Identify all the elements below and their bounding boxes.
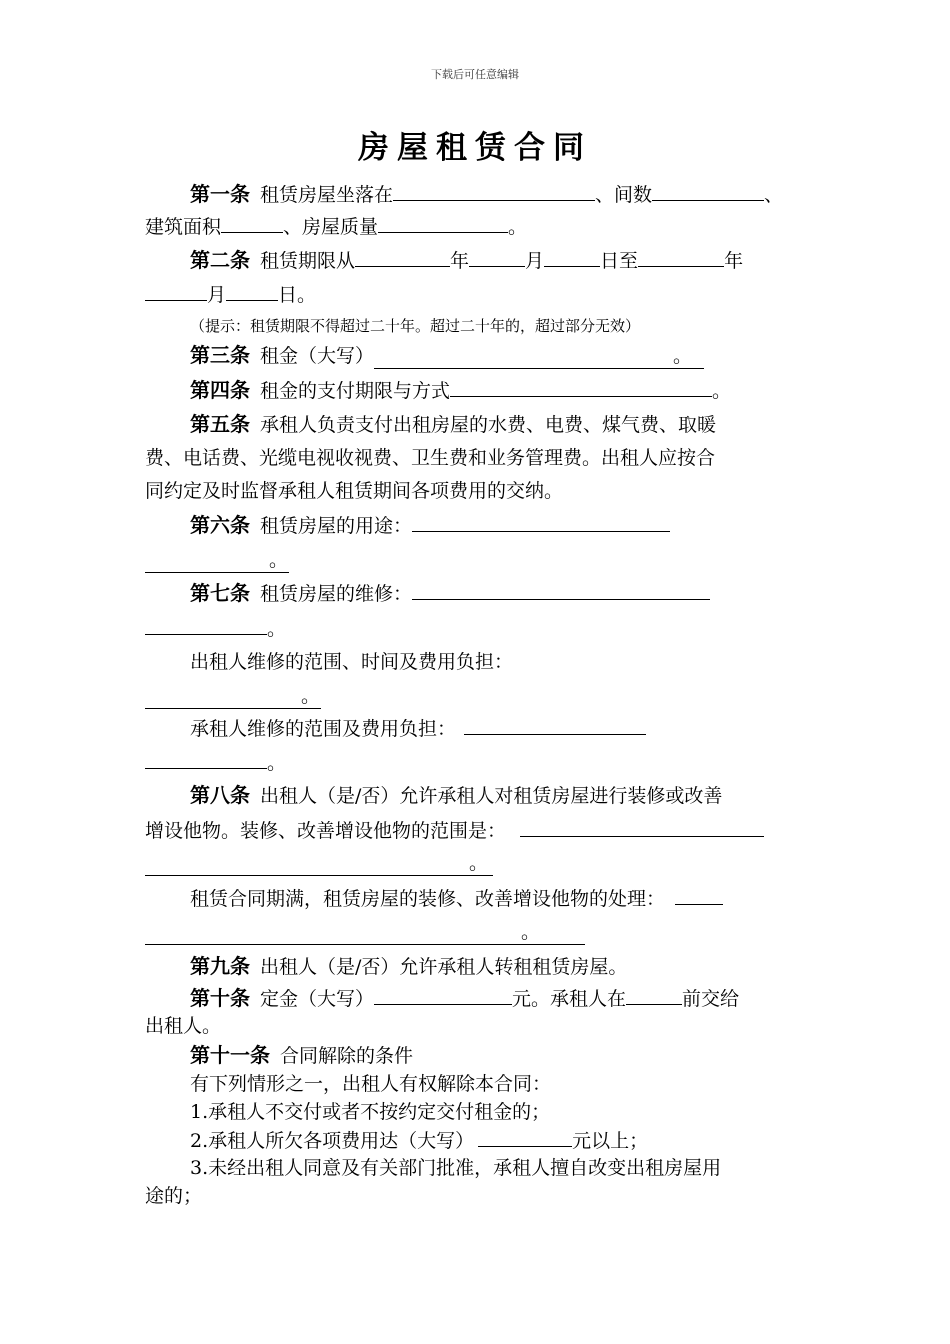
text: 。 <box>301 685 321 707</box>
article-7-line-1 <box>190 581 870 606</box>
article-label: 第一条 <box>190 182 250 206</box>
text: 租赁期限从 <box>260 250 356 272</box>
text: 租金的支付期限与方式 <box>260 380 451 402</box>
text: 定金（大写） <box>260 988 375 1010</box>
text: 月 <box>207 284 227 306</box>
article-7-line-6 <box>145 750 825 775</box>
blank-repair[interactable] <box>412 581 710 600</box>
blank-repair-cont[interactable] <box>145 616 267 635</box>
blank-start-year[interactable] <box>355 248 450 267</box>
article-4 <box>190 378 870 403</box>
text: 元。承租人在 <box>512 988 627 1010</box>
text: 。 <box>269 549 289 571</box>
text: 租赁合同期满，租赁房屋的装修、改善增设他物的处理： <box>190 888 666 910</box>
article-8-line-2 <box>145 818 825 843</box>
text: 租金（大写） <box>260 345 375 367</box>
article-2-note: （提示：租赁期限不得超过二十年。超过二十年的，超过部分无效） <box>190 317 641 335</box>
text: 元以上； <box>572 1130 649 1152</box>
blank-start-month[interactable] <box>469 248 525 267</box>
blank-payment[interactable] <box>450 378 712 397</box>
text: 。 <box>673 345 693 367</box>
article-1-line-2 <box>145 214 825 239</box>
blank-decoration-scope[interactable] <box>520 818 764 837</box>
article-label: 第三条 <box>190 343 250 367</box>
blank-decoration-handling-cont[interactable] <box>145 920 585 945</box>
blank-arrears[interactable] <box>478 1128 572 1147</box>
article-11-item-2 <box>190 1128 870 1153</box>
article-7-line-5 <box>190 716 870 741</box>
article-label: 第八条 <box>190 783 250 807</box>
article-2-line-1 <box>190 248 870 273</box>
text: 租赁房屋坐落在 <box>260 184 394 206</box>
text: 月 <box>525 250 545 272</box>
text: 增设他物。装修、改善增设他物的范围是： <box>145 820 507 842</box>
article-7-line-4 <box>145 684 825 709</box>
text: 建筑面积 <box>145 216 222 238</box>
blank-usage[interactable] <box>412 513 670 532</box>
text: 租赁房屋的用途： <box>260 515 413 537</box>
article-label: 第四条 <box>190 378 250 402</box>
article-11-item-3-line-2: 途的； <box>145 1185 203 1207</box>
text: 出租人（是/否）允许承租人转租租赁房屋。 <box>260 956 628 978</box>
article-1-line-1 <box>190 182 870 207</box>
blank-usage-cont[interactable] <box>145 548 289 573</box>
text: 。 <box>521 921 541 943</box>
article-10-line-1 <box>190 986 870 1011</box>
text: 、房屋质量 <box>283 216 379 238</box>
blank-end-month-pre[interactable] <box>145 282 207 301</box>
blank-quality[interactable] <box>378 214 508 233</box>
text: 承租人负责支付出租房屋的水费、电费、煤气费、取暖 <box>260 414 717 436</box>
article-10-line-2: 出租人。 <box>145 1015 222 1037</box>
text: 日。 <box>278 284 317 306</box>
text: 承租人维修的范围及费用负担： <box>190 718 457 740</box>
text: 2.承租人所欠各项费用达（大写） <box>190 1130 475 1152</box>
article-11-item-3-line-1: 3.未经出租人同意及有关部门批准，承租人擅自改变出租房屋用 <box>190 1157 722 1179</box>
blank-area[interactable] <box>221 214 283 233</box>
article-label: 第十一条 <box>190 1043 270 1067</box>
article-5-line-3: 同约定及时监督承租人租赁期间各项费用的交纳。 <box>145 480 564 502</box>
article-8-line-4 <box>190 886 870 911</box>
article-label: 第七条 <box>190 581 250 605</box>
article-label: 第五条 <box>190 412 250 436</box>
document-title: 房屋租赁合同 <box>358 130 592 166</box>
text: 、间数 <box>595 184 653 206</box>
text: 。 <box>508 216 528 238</box>
article-7-line-2 <box>145 616 825 641</box>
article-6-line-1 <box>190 513 870 538</box>
blank-decoration-scope-cont[interactable] <box>145 851 493 876</box>
article-11-line-2: 有下列情形之一，出租人有权解除本合同： <box>190 1073 552 1095</box>
article-5-line-1 <box>190 412 870 437</box>
article-6-line-2 <box>145 548 825 573</box>
text: 日至 <box>600 250 639 272</box>
text: 年 <box>450 250 470 272</box>
blank-end-day[interactable] <box>226 282 278 301</box>
blank-decoration-handling[interactable] <box>675 886 723 905</box>
text: 年 <box>724 250 744 272</box>
blank-start-day[interactable] <box>544 248 600 267</box>
article-8-line-5 <box>145 920 825 945</box>
blank-location[interactable] <box>393 182 595 201</box>
blank-deposit[interactable] <box>374 986 512 1005</box>
blank-lessee-repair[interactable] <box>464 716 646 735</box>
page-header: 下载后可任意编辑 <box>431 68 519 81</box>
text: 合同解除的条件 <box>280 1045 414 1067</box>
article-11-line-1 <box>190 1043 870 1068</box>
article-label: 第六条 <box>190 513 250 537</box>
article-3 <box>190 343 870 369</box>
article-label: 第二条 <box>190 248 250 272</box>
text: 。 <box>267 752 287 774</box>
blank-rooms[interactable] <box>652 182 764 201</box>
text: 、 <box>764 184 784 206</box>
article-label: 第十条 <box>190 986 250 1010</box>
text: 。 <box>712 380 732 402</box>
article-5-line-2: 费、电话费、光缆电视收视费、卫生费和业务管理费。出租人应按合 <box>145 447 716 469</box>
blank-lessor-repair[interactable] <box>145 684 321 709</box>
article-9 <box>190 954 870 979</box>
blank-lessee-repair-cont[interactable] <box>145 750 267 769</box>
text: 。 <box>469 852 489 874</box>
article-8-line-1 <box>190 783 870 808</box>
blank-deposit-date[interactable] <box>626 986 682 1005</box>
article-2-line-2 <box>145 282 825 307</box>
article-label: 第九条 <box>190 954 250 978</box>
article-8-line-3 <box>145 851 825 876</box>
article-7-line-3: 出租人维修的范围、时间及费用负担： <box>190 651 514 673</box>
blank-rent[interactable] <box>374 344 704 369</box>
text: 出租人（是/否）允许承租人对租赁房屋进行装修或改善 <box>260 785 723 807</box>
text: 前交给 <box>682 988 740 1010</box>
text: 。 <box>267 618 287 640</box>
blank-end-year[interactable] <box>638 248 724 267</box>
text: 租赁房屋的维修： <box>260 583 413 605</box>
article-11-item-1: 1.承租人不交付或者不按约定交付租金的； <box>190 1101 551 1123</box>
